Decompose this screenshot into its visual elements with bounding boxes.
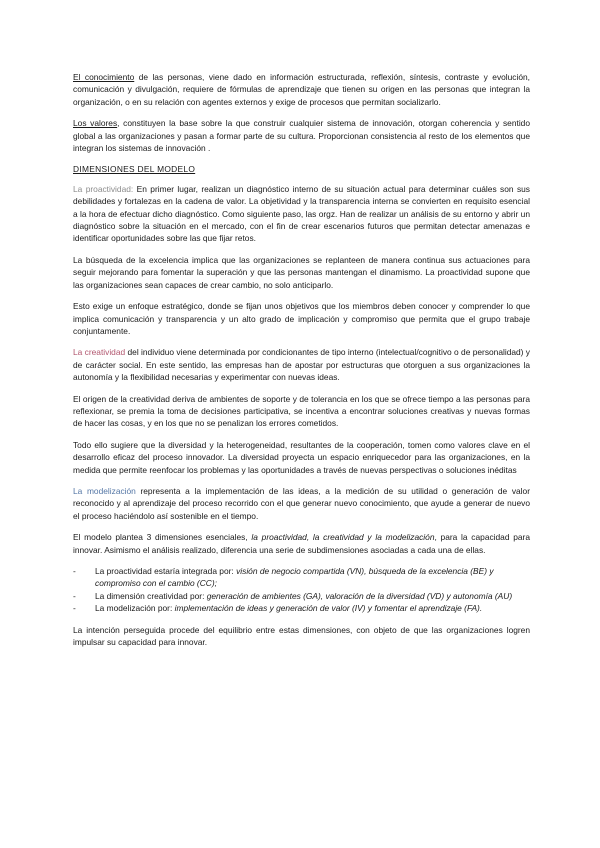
term-conocimiento: El conocimiento bbox=[73, 72, 135, 82]
paragraph-proactividad bbox=[73, 183, 530, 245]
term-proactividad: La proactividad: bbox=[73, 183, 134, 194]
text-proactividad: En primer lugar, realizan un diagnóstico interno de su situación actual para determinar cuáles son sus debilidades y fortalezas en la cadena de valor. La objetividad y la transparencia interna se convierten en requisito esencial a la hora de efectuar dicho diagnóstico. Como siguiente paso, las orgz. Han de realizar un análisis de su entorno y abrir un diagnóstico sobre la situación en el mercado, con el fin de crear escenarios futuros que permitan detectar amenazas e identificar oportunidades sobre las que fijar retos. bbox=[73, 183, 530, 244]
text-modelo-italic: la proactividad, la creatividad y la modelización bbox=[251, 532, 435, 543]
paragraph-intencion: La intención perseguida procede del equilibrio entre estas dimensiones, con objeto de que las organizaciones logren impulsar su capacidad para innovar. bbox=[73, 624, 530, 648]
bullet-dash: - bbox=[73, 566, 76, 576]
paragraph-diversidad: Todo ello sugiere que la diversidad y la heterogeneidad, resultantes de la cooperación, tomen como valores clave en el desarrollo eficaz del proceso innovador. La diversidad proyecta un espacio enriquecedor para las organizaciones, en la medida que permite reenfocar los problemas y las oportunidades a través de nuevas perspectivas o soluciones inéditas bbox=[73, 439, 530, 475]
paragraph-busqueda: La búsqueda de la excelencia implica que las organizaciones se replanteen de manera continua sus actuaciones para seguir mejorando para fomentar la superación y que las personas mantengan el dinamismo. La proactividad supone que las organizaciones sean capaces de crear cambio, no solo anticiparlo. bbox=[73, 254, 530, 290]
section-heading: DIMENSIONES DEL MODELO bbox=[73, 164, 196, 175]
bullet-dash: - bbox=[73, 603, 76, 614]
list-item bbox=[73, 565, 530, 590]
paragraph-modelo bbox=[73, 531, 530, 556]
paragraph-creatividad bbox=[73, 346, 530, 383]
bullet-detail: generación de ambientes (GA), valoración de la diversidad (VD) y autonomía (AU) bbox=[206, 590, 513, 601]
text-modelo-pre: El modelo plantea 3 dimensiones esenciales, bbox=[73, 532, 252, 543]
paragraph-enfoque: Esto exige un enfoque estratégico, donde se fijan unos objetivos que los miembros deben conocer y comprender lo que implica comunicación y transparencia y un alto grado de implicación y compromiso que permita que el grupo trabaje conjuntamente. bbox=[73, 301, 530, 336]
paragraph-modelizacion bbox=[73, 485, 530, 522]
term-creatividad: La creatividad bbox=[73, 347, 126, 358]
bullet-detail: implementación de ideas y generación de valor (IV) y fomentar el aprendizaje (FA). bbox=[174, 603, 483, 614]
text-modelizacion: representa a la implementación de las ideas, a la medición de su utilidad o generación de valor reconocido y al aprendizaje del proceso recorrido con el que generar nuevo conocimiento, que ayude a generar de nuevo el proceso haciéndolo así sostenible en el tiempo. bbox=[73, 485, 530, 521]
term-valores: Los valores bbox=[73, 118, 118, 129]
text-conocimiento: de las personas, viene dado en información estructurada, reflexión, síntesis, contraste y evolución, comunicación y divulgación, requiere de fórmulas de aprendizaje que tienen su origen en las personas que integran la organización, o en su relación con agentes externos y exige de procesos que permitan socializarlo. bbox=[73, 72, 530, 107]
bullet-label: La dimensión creatividad por: bbox=[95, 590, 207, 601]
bullet-detail: visión de negocio compartida (VN), búsqueda de la excelencia (BE) y compromiso con el cambio (CC); bbox=[95, 566, 494, 589]
subdimension-list bbox=[73, 565, 530, 615]
bullet-label: La modelización por: bbox=[95, 603, 175, 614]
list-item bbox=[73, 602, 530, 614]
text-valores: , constituyen la base sobre la que construir cualquier sistema de innovación, otorgan coherencia y sentido global a las organizaciones y pasan a formar parte de su cultura. Proporcionan consistencia al resto de los elementos que integran los sistemas de innovación . bbox=[73, 118, 530, 154]
bullet-dash: - bbox=[73, 590, 76, 601]
document-page bbox=[73, 71, 530, 657]
text-modelo-post: , para la capacidad para innovar. Asimismo el análisis realizado, diferencia una serie de subdimensiones asociadas a cada una de ellas. bbox=[73, 532, 530, 555]
text-creatividad: del individuo viene determinada por condicionantes de tipo interno (intelectual/cognitivo o de personalidad) y de carácter social. En este sentido, las empresas han de apostar por estructuras que otorguen a sus organizaciones la autonomía y la flexibilidad necesarias y experimentar con nuevas ideas. bbox=[73, 347, 530, 383]
list-item bbox=[73, 590, 530, 602]
paragraph-origen: El origen de la creatividad deriva de ambientes de soporte y de tolerancia en los que se ofrece tiempo a las personas para reflexionar, se premia la toma de decisiones participativa, se incentiva a encontrar soluciones creativas y nuevas formas de hacer las cosas, y en los que no se penalizan los errores cometidos. bbox=[73, 393, 530, 429]
paragraph-conocimiento bbox=[73, 71, 530, 108]
paragraph-valores bbox=[73, 117, 530, 154]
bullet-label: La proactividad estaría integrada por: bbox=[95, 566, 237, 576]
term-modelizacion: La modelización bbox=[73, 485, 136, 496]
